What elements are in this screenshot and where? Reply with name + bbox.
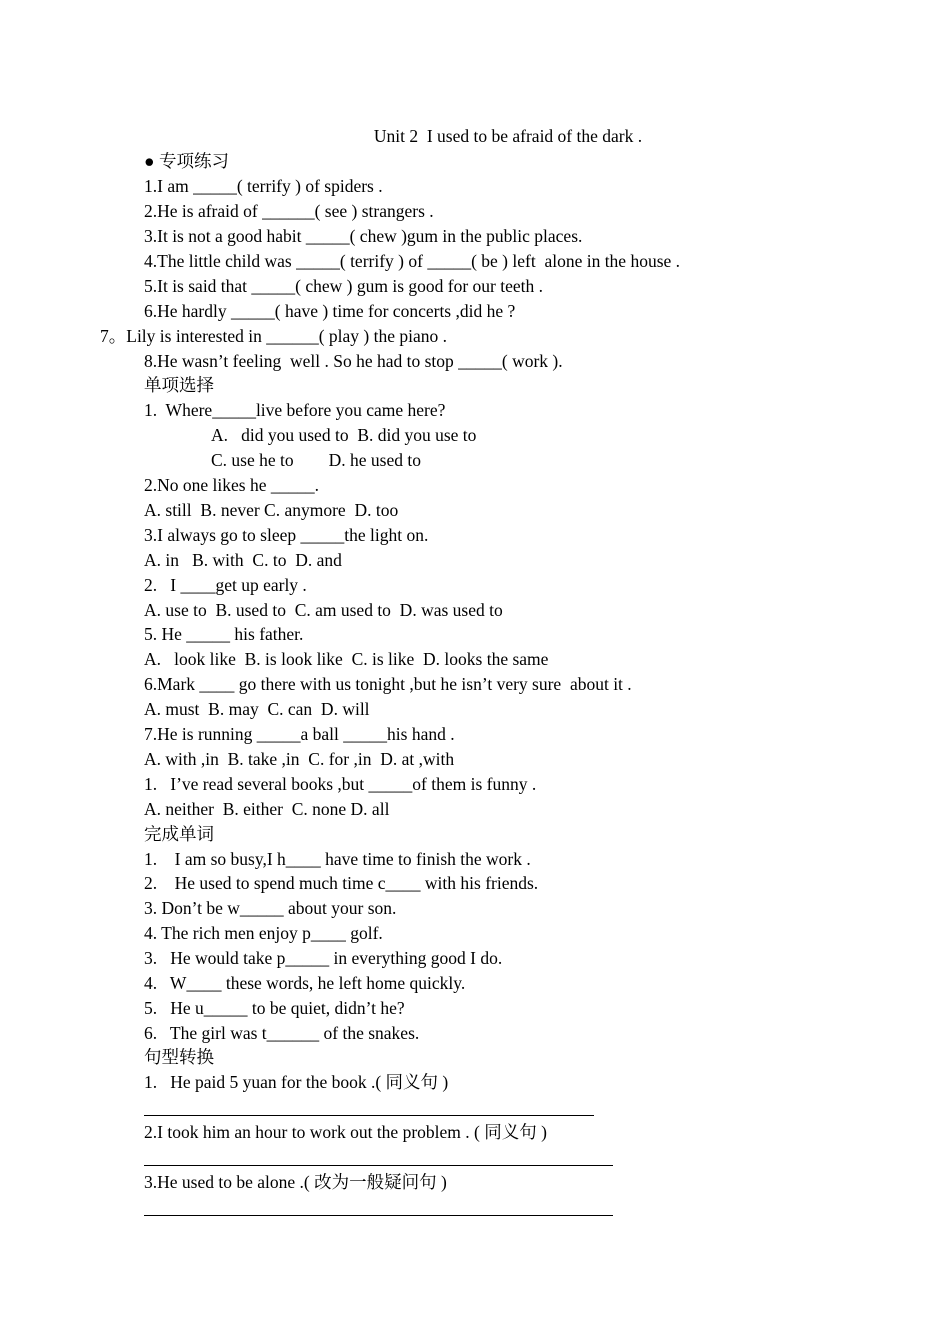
choice-options: A. with ,in B. take ,in C. for ,in D. at ,with <box>144 749 455 769</box>
choice-options: A. look like B. is look like C. is like D. looks the same <box>144 649 549 669</box>
word-item: 4. The rich men enjoy p____ golf. <box>144 923 383 943</box>
transform-item: 2.I took him an hour to work out the problem . ( 同义句 ) <box>144 1122 547 1142</box>
choice-question: 3.I always go to sleep _____the light on. <box>144 525 429 545</box>
word-item: 2. He used to spend much time c____ with his friends. <box>144 873 539 893</box>
word-item: 3. Don’t be w_____ about your son. <box>144 898 397 918</box>
choice-question: 1. I’ve read several books ,but _____of them is funny . <box>144 774 537 794</box>
choice-options: A. neither B. either C. none D. all <box>144 799 390 819</box>
transform-item: 3.He used to be alone .( 改为一般疑问句 ) <box>144 1172 447 1192</box>
answer-line <box>144 1165 613 1166</box>
practice-item: 8.He wasn’t feeling well . So he had to stop _____( work ). <box>144 351 563 371</box>
word-item: 5. He u_____ to be quiet, didn’t he? <box>144 998 405 1018</box>
choice-question: 1. Where_____live before you came here? <box>144 400 446 420</box>
choice-question: 5. He _____ his father. <box>144 624 304 644</box>
choice-options: A. still B. never C. anymore D. too <box>144 500 399 520</box>
transform-item: 1. He paid 5 yuan for the book .( 同义句 ) <box>144 1072 449 1092</box>
practice-item: 6.He hardly _____( have ) time for concerts ,did he ? <box>144 301 516 321</box>
word-item: 6. The girl was t______ of the snakes. <box>144 1023 420 1043</box>
choice-options: C. use he to D. he used to <box>211 450 421 470</box>
practice-item: 3.It is not a good habit _____( chew )gum in the public places. <box>144 226 583 246</box>
choice-question: 2.No one likes he _____. <box>144 475 319 495</box>
practice-item: 1.I am _____( terrify ) of spiders . <box>144 176 383 196</box>
section-heading-special-practice: ● 专项练习 <box>144 151 229 171</box>
choice-question: 2. I ____get up early . <box>144 575 307 595</box>
practice-item: 5.It is said that _____( chew ) gum is good for our teeth . <box>144 276 544 296</box>
word-item: 3. He would take p_____ in everything good I do. <box>144 948 503 968</box>
choice-question: 7.He is running _____a ball _____his hand . <box>144 724 455 744</box>
choice-options: A. did you used to B. did you use to <box>211 425 477 445</box>
practice-item: 4.The little child was _____( terrify ) of _____( be ) left alone in the house . <box>144 251 681 271</box>
choice-options: A. in B. with C. to D. and <box>144 550 342 570</box>
word-item: 1. I am so busy,I h____ have time to finish the work . <box>144 849 531 869</box>
answer-line <box>144 1215 613 1216</box>
section-heading-sentence-transform: 句型转换 <box>144 1047 214 1067</box>
page-title: Unit 2 I used to be afraid of the dark . <box>373 126 643 146</box>
choice-options: A. must B. may C. can D. will <box>144 699 370 719</box>
word-item: 4. W____ these words, he left home quickly. <box>144 973 466 993</box>
answer-line <box>144 1115 594 1116</box>
choice-options: A. use to B. used to C. am used to D. was used to <box>144 600 503 620</box>
section-heading-complete-words: 完成单词 <box>144 824 214 844</box>
practice-item: 7。Lily is interested in ______( play ) the piano . <box>100 326 448 346</box>
section-heading-multiple-choice: 单项选择 <box>144 375 214 395</box>
practice-item: 2.He is afraid of ______( see ) strangers . <box>144 201 434 221</box>
choice-question: 6.Mark ____ go there with us tonight ,but he isn’t very sure about it . <box>144 674 632 694</box>
